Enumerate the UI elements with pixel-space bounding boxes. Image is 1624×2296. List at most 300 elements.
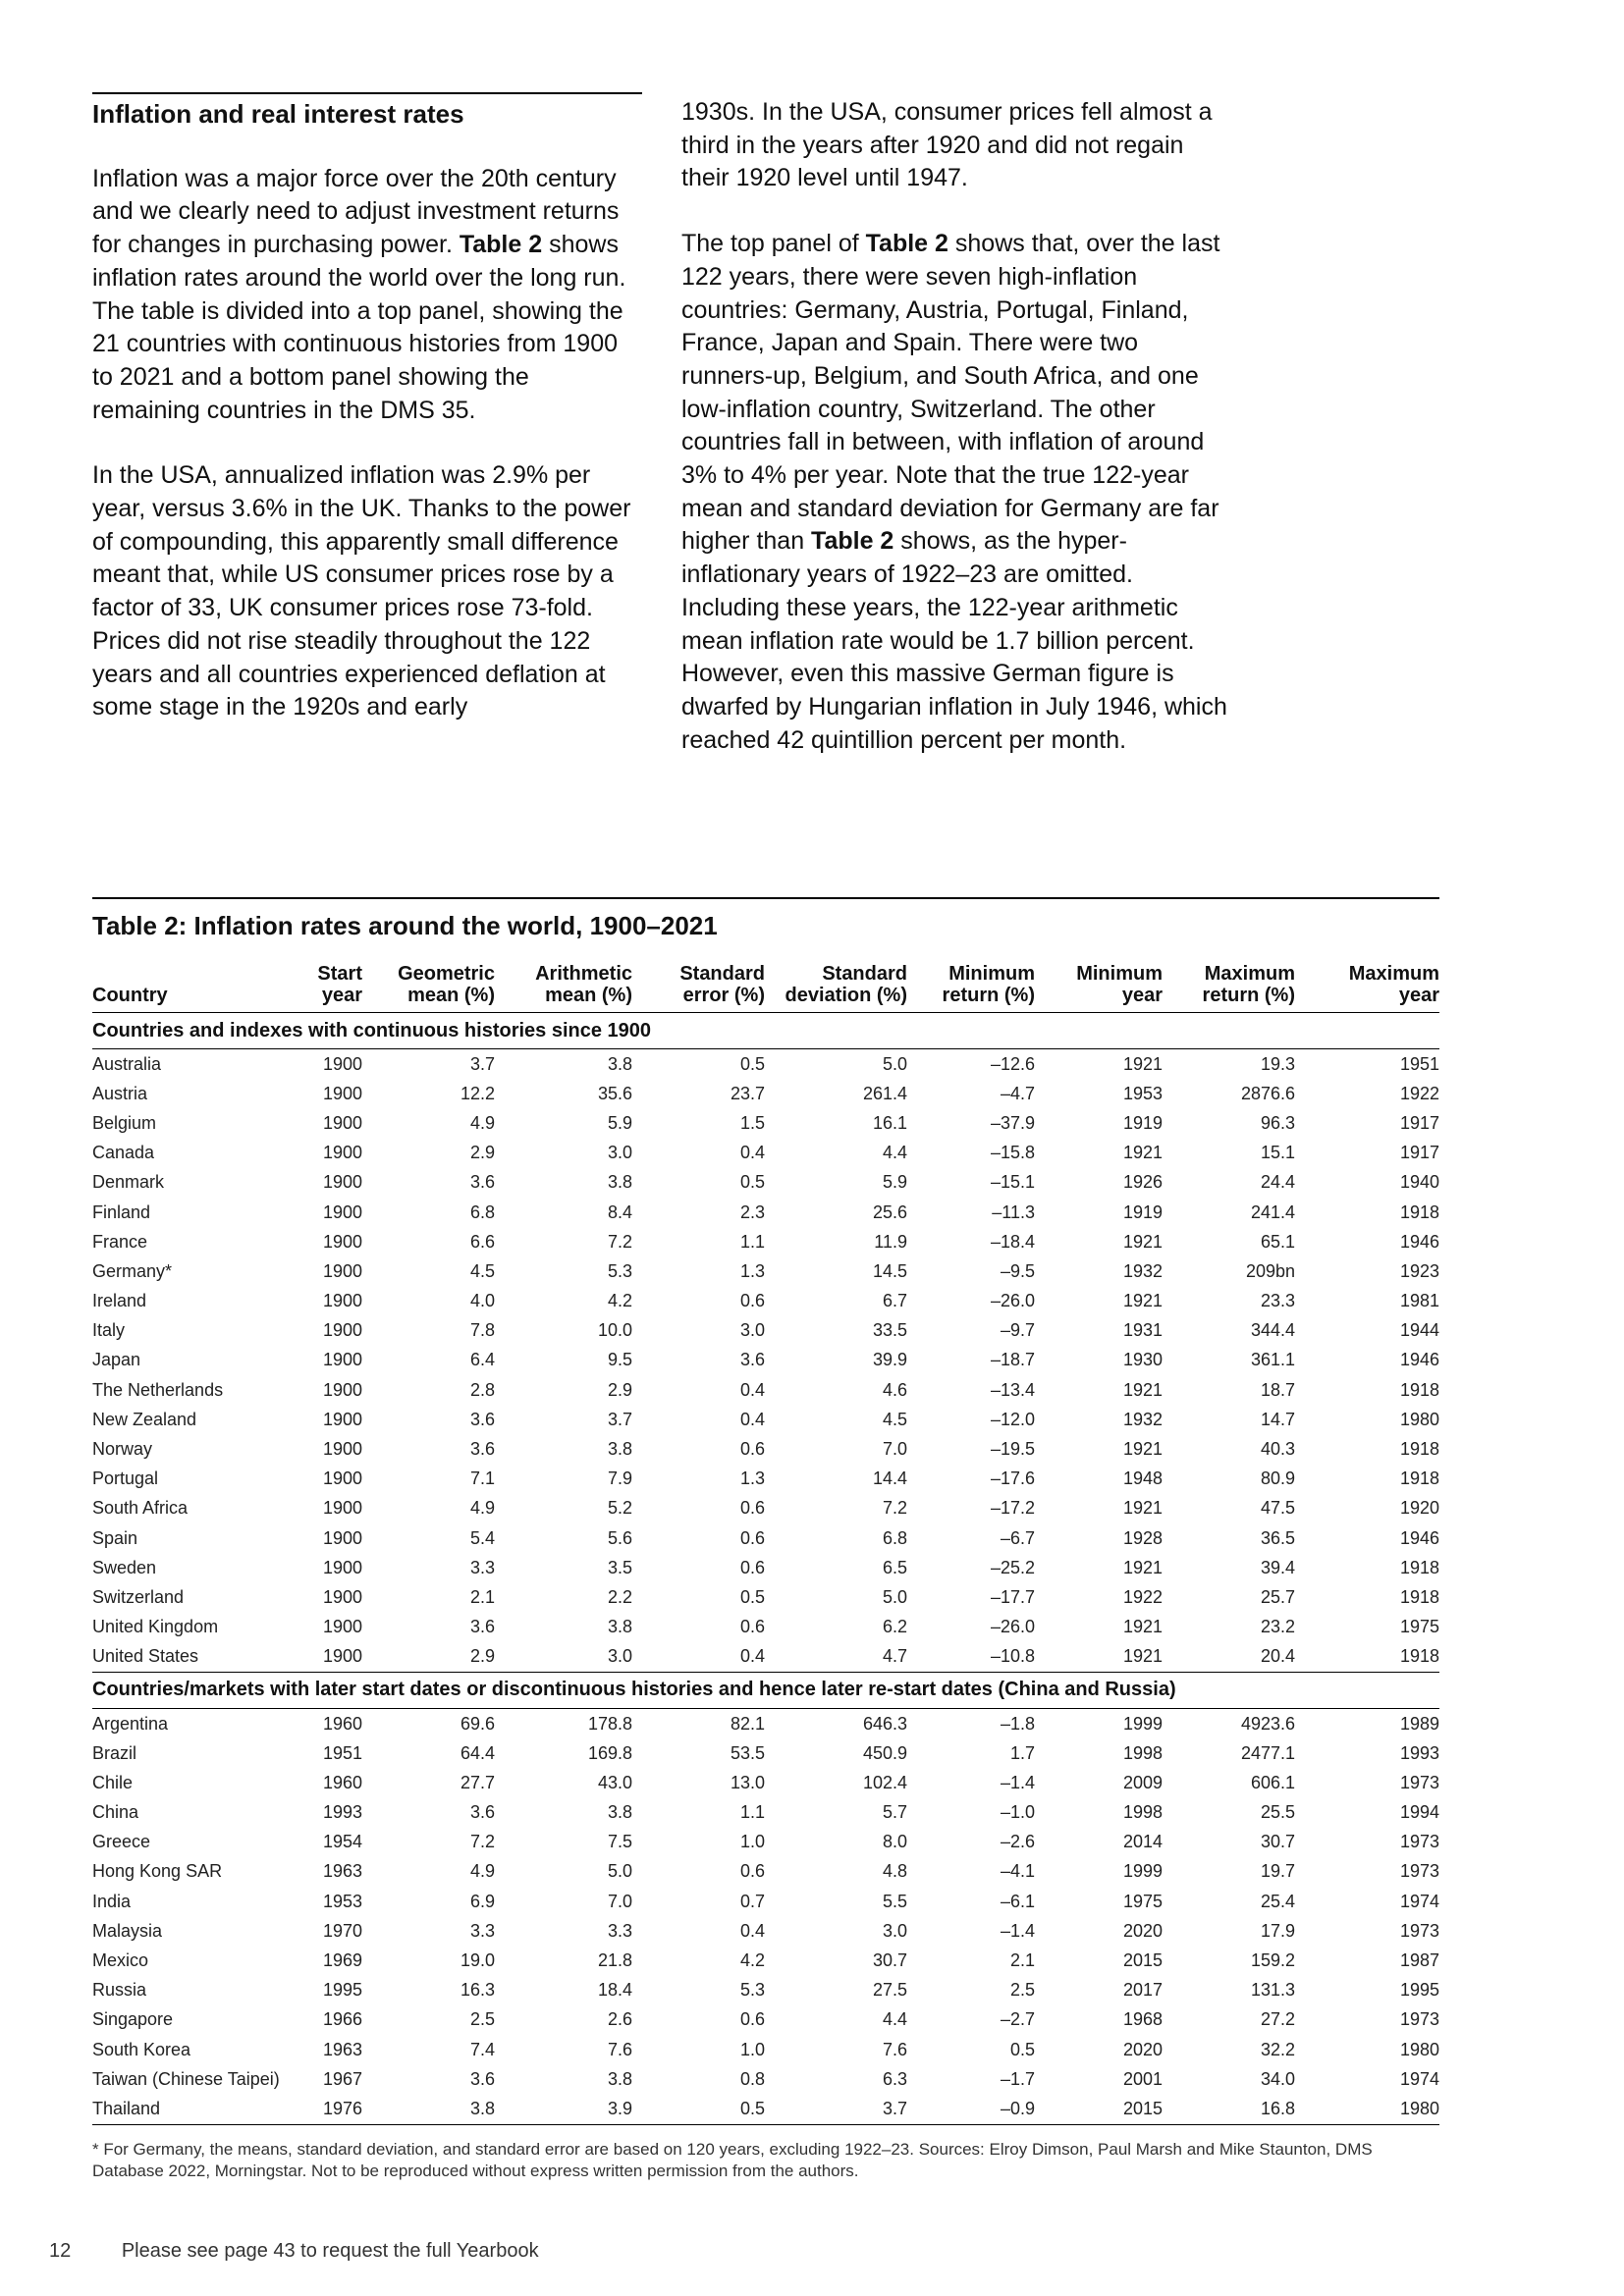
value-cell: 7.6	[607, 2039, 632, 2059]
column-header: Standard error (%)	[632, 963, 765, 1013]
value-cell: –12.6	[990, 1053, 1035, 1074]
value-cell: 8.4	[607, 1201, 632, 1222]
country-cell: Brazil	[92, 1742, 137, 1763]
value-cell: 2.9	[362, 1642, 495, 1673]
value-cell: –18.4	[990, 1231, 1035, 1252]
value-cell: 0.6	[739, 1557, 765, 1577]
table-row	[92, 1976, 1439, 2005]
value-cell: 1963	[322, 2039, 362, 2059]
value-cell: 1900	[322, 1260, 362, 1281]
value-cell: 4.0	[469, 1291, 495, 1311]
value-cell: 646.3	[862, 1713, 907, 1734]
value-cell: 0.7	[739, 1891, 765, 1911]
value-cell: 1921	[1122, 1617, 1163, 1637]
value-cell: 33.5	[872, 1320, 907, 1341]
value-cell: 102.4	[862, 1772, 907, 1792]
value-cell: 18.4	[597, 1980, 632, 2001]
value-cell: 1920	[1399, 1498, 1439, 1519]
value-cell: 13.0	[730, 1772, 765, 1792]
inflation-table	[92, 963, 1439, 2125]
value-cell: 23.3	[1260, 1291, 1295, 1311]
value-cell: 1995	[1399, 1980, 1439, 2001]
country-cell: Greece	[92, 1832, 151, 1852]
value-cell: 1948	[1122, 1468, 1163, 1489]
value-cell: –1.0	[1000, 1802, 1035, 1823]
value-cell: 1917	[1399, 1143, 1439, 1163]
value-cell: 39.4	[1260, 1557, 1295, 1577]
value-cell: 5.0	[882, 1586, 907, 1607]
value-cell: 11.9	[874, 1231, 907, 1252]
value-cell: 1900	[322, 1498, 362, 1519]
value-cell: 27.7	[460, 1772, 495, 1792]
value-cell: 0.5	[1009, 2039, 1035, 2059]
value-cell: 1969	[322, 1950, 362, 1971]
value-cell: 6.6	[469, 1231, 495, 1252]
value-cell: 1900	[322, 1468, 362, 1489]
value-cell: 53.5	[730, 1742, 765, 1763]
country-cell: Australia	[92, 1053, 162, 1074]
country-cell: Mexico	[92, 1950, 149, 1971]
value-cell: 9.5	[607, 1350, 632, 1370]
value-cell: –9.7	[1000, 1320, 1035, 1341]
value-cell: 4.7	[765, 1642, 907, 1673]
value-cell: 1918	[1399, 1201, 1439, 1222]
value-cell: 1973	[1399, 2009, 1439, 2030]
column-header: Standard deviation (%)	[765, 963, 907, 1013]
value-cell: –1.8	[1000, 1713, 1035, 1734]
value-cell: 25.6	[872, 1201, 907, 1222]
value-cell: 1900	[322, 1617, 362, 1637]
value-cell: 344.4	[1250, 1320, 1295, 1341]
value-cell: 15.1	[1260, 1143, 1295, 1163]
value-cell: 96.3	[1260, 1112, 1295, 1133]
country-cell: Spain	[92, 1527, 138, 1548]
value-cell: 7.0	[882, 1439, 907, 1460]
value-cell: 1926	[1122, 1172, 1163, 1193]
value-cell: 4.6	[882, 1379, 907, 1400]
value-cell: 1921	[1122, 1291, 1163, 1311]
table-reference: Table 2	[811, 527, 894, 556]
value-cell: 1998	[1122, 1742, 1163, 1763]
table-row	[92, 1553, 1439, 1582]
table-row	[92, 2064, 1439, 2094]
value-cell: 3.6	[469, 1439, 495, 1460]
section-title: Inflation and real interest rates	[92, 99, 464, 129]
value-cell: 1921	[1122, 1498, 1163, 1519]
value-cell: 1900	[322, 1201, 362, 1222]
value-cell: –19.5	[990, 1439, 1035, 1460]
value-cell: 3.3	[469, 1557, 495, 1577]
value-cell: 0.6	[739, 1527, 765, 1548]
value-cell: 25.4	[1260, 1891, 1295, 1911]
value-cell: 1918	[1399, 1379, 1439, 1400]
value-cell: 4.2	[739, 1950, 765, 1971]
table-row	[92, 1168, 1439, 1198]
value-cell: 1.1	[739, 1802, 765, 1823]
value-cell: 7.8	[469, 1320, 495, 1341]
page-footer	[49, 2240, 539, 2263]
country-cell: New Zealand	[92, 1409, 197, 1429]
value-cell: 3.6	[739, 1350, 765, 1370]
value-cell: 1918	[1399, 1586, 1439, 1607]
value-cell: 4.4	[882, 1143, 907, 1163]
value-cell: 1.5	[739, 1112, 765, 1133]
value-cell: 36.5	[1260, 1527, 1295, 1548]
value-cell: 1970	[322, 1920, 362, 1941]
value-cell: 3.0	[739, 1320, 765, 1341]
value-cell: 4.9	[469, 1112, 495, 1133]
inflation-table-section	[92, 897, 1439, 2182]
value-cell: 5.0	[607, 1861, 632, 1882]
value-cell: 1975	[1122, 1891, 1163, 1911]
value-cell: 1998	[1122, 1802, 1163, 1823]
value-cell: 2.9	[607, 1379, 632, 1400]
value-cell: 1973	[1399, 1861, 1439, 1882]
country-cell: Belgium	[92, 1112, 157, 1133]
value-cell: 0.6	[739, 1498, 765, 1519]
paragraph-text: shows, as the hyper-inflationary years of 1922–23 are omitted. Including these years, the 122-year arithmetic mean inflation rate would be 1.7 billion percent. However, even this massive German figure is dwarfed by Hungarian inflation in July 1946, which reached 42 quintillion percent per month.	[681, 527, 1227, 754]
country-cell: South Korea	[92, 2039, 191, 2059]
value-cell: 4.9	[469, 1861, 495, 1882]
value-cell: 0.6	[739, 2009, 765, 2030]
value-cell: 178.8	[587, 1713, 632, 1734]
value-cell: 2014	[1122, 1832, 1163, 1852]
table-row	[92, 1828, 1439, 1857]
value-cell: 4.4	[882, 2009, 907, 2030]
value-cell: 1900	[322, 1143, 362, 1163]
value-cell: 0.6	[739, 1617, 765, 1637]
value-cell: 1980	[1399, 2039, 1439, 2059]
country-cell: Germany*	[92, 1260, 173, 1281]
table-row	[92, 1887, 1439, 1916]
value-cell: –1.4	[1000, 1920, 1035, 1941]
table-row	[92, 1613, 1439, 1642]
value-cell: 3.7	[765, 2094, 907, 2124]
value-cell: 16.1	[872, 1112, 907, 1133]
value-cell: 12.2	[460, 1083, 495, 1103]
value-cell: 47.5	[1260, 1498, 1295, 1519]
value-cell: 19.0	[460, 1950, 495, 1971]
column-header: Maximum year	[1295, 963, 1439, 1013]
country-cell: Taiwan (Chinese Taipei)	[92, 2068, 280, 2089]
value-cell: 1918	[1399, 1439, 1439, 1460]
value-cell: 0.5	[739, 1053, 765, 1074]
table-row	[92, 2035, 1439, 2064]
value-cell: 1930	[1122, 1350, 1163, 1370]
right-paragraph-2	[681, 228, 1231, 757]
value-cell: 39.9	[872, 1350, 907, 1370]
value-cell: 14.5	[872, 1260, 907, 1281]
value-cell: 1921	[1122, 1143, 1163, 1163]
value-cell: –6.1	[1000, 1891, 1035, 1911]
table-footnote: * For Germany, the means, standard deviation, and standard error are based on 120 years, excluding 1922–23. Sources: Elroy Dimson, Paul Marsh and Mike Staunton, DMS Database 2022, Morningstar. Not to be reproduced without express written permission from the authors.	[92, 2139, 1373, 2180]
value-cell: –17.6	[990, 1468, 1035, 1489]
value-cell: 2017	[1122, 1980, 1163, 2001]
column-header: Start year	[294, 963, 362, 1013]
panel-heading: Countries/markets with later start dates or discontinuous histories and hence later re-start dates (China and Russia)	[92, 1672, 1439, 1708]
value-cell: 1.3	[739, 1260, 765, 1281]
country-cell: China	[92, 1802, 139, 1823]
value-cell: 30.7	[872, 1950, 907, 1971]
value-cell: 7.5	[607, 1832, 632, 1852]
value-cell: 1918	[1399, 1468, 1439, 1489]
footer-text: Please see page 43 to request the full Yearbook	[121, 2240, 539, 2262]
value-cell: 1921	[1122, 1557, 1163, 1577]
value-cell: 1921	[1035, 1642, 1163, 1673]
table-row	[92, 2005, 1439, 2035]
value-cell: 30.7	[1260, 1832, 1295, 1852]
value-cell: 1951	[322, 1742, 362, 1763]
value-cell: 1954	[322, 1832, 362, 1852]
country-cell: Norway	[92, 1439, 153, 1460]
value-cell: 0.4	[739, 1143, 765, 1163]
value-cell: 1973	[1399, 1832, 1439, 1852]
value-cell: 2.3	[739, 1201, 765, 1222]
value-cell: 241.4	[1250, 1201, 1295, 1222]
table-row	[92, 1465, 1439, 1494]
value-cell: 1921	[1122, 1053, 1163, 1074]
value-cell: 19.3	[1260, 1053, 1295, 1074]
value-cell: –2.6	[1000, 1832, 1035, 1852]
value-cell: 1900	[322, 1379, 362, 1400]
value-cell: 1919	[1122, 1112, 1163, 1133]
table-title: Table 2: Inflation rates around the world, 1900–2021	[92, 911, 718, 940]
value-cell: 1922	[1399, 1083, 1439, 1103]
table-reference: Table 2	[865, 230, 948, 258]
value-cell: 65.1	[1260, 1231, 1295, 1252]
country-cell: India	[92, 1891, 132, 1911]
value-cell: 4.8	[882, 1861, 907, 1882]
value-cell: 1968	[1122, 2009, 1163, 2030]
country-cell: The Netherlands	[92, 1379, 224, 1400]
value-cell: 1960	[322, 1713, 362, 1734]
value-cell: 6.2	[882, 1617, 907, 1637]
country-cell: Russia	[92, 1980, 147, 2001]
value-cell: 1928	[1122, 1527, 1163, 1548]
value-cell: 80.9	[1260, 1468, 1295, 1489]
country-cell: Canada	[92, 1143, 155, 1163]
value-cell: 7.1	[469, 1468, 495, 1489]
table-row	[92, 1316, 1439, 1346]
value-cell: 361.1	[1250, 1350, 1295, 1370]
value-cell: 43.0	[597, 1772, 632, 1792]
column-header: Country	[92, 963, 294, 1013]
table-row	[92, 1708, 1439, 1738]
value-cell: 1900	[322, 1527, 362, 1548]
value-cell: 2.5	[1009, 1980, 1035, 2001]
value-cell: 5.9	[607, 1112, 632, 1133]
value-cell: 25.5	[1260, 1802, 1295, 1823]
value-cell: 1921	[1122, 1379, 1163, 1400]
value-cell: 2.1	[469, 1586, 495, 1607]
value-cell: 5.3	[607, 1260, 632, 1281]
table-row	[92, 1798, 1439, 1828]
value-cell: 3.8	[607, 1053, 632, 1074]
value-cell: 1974	[1399, 2068, 1439, 2089]
value-cell: 1932	[1122, 1409, 1163, 1429]
country-cell: United States	[92, 1642, 294, 1673]
value-cell: 3.8	[607, 1802, 632, 1823]
table-header-row	[92, 963, 1439, 1013]
value-cell: 21.8	[597, 1950, 632, 1971]
value-cell: 2.1	[1009, 1950, 1035, 1971]
value-cell: 3.7	[607, 1409, 632, 1429]
country-cell: Singapore	[92, 2009, 174, 2030]
value-cell: 1923	[1399, 1260, 1439, 1281]
value-cell: –26.0	[990, 1291, 1035, 1311]
value-cell: 1981	[1399, 1291, 1439, 1311]
value-cell: –37.9	[990, 1112, 1035, 1133]
value-cell: 5.2	[607, 1498, 632, 1519]
country-cell: Portugal	[92, 1468, 159, 1489]
value-cell: 3.8	[607, 2068, 632, 2089]
value-cell: 1999	[1122, 1713, 1163, 1734]
value-cell: 3.6	[469, 1172, 495, 1193]
value-cell: 1960	[322, 1772, 362, 1792]
left-paragraph-1	[92, 163, 642, 428]
value-cell: 1900	[322, 1439, 362, 1460]
value-cell: 3.5	[607, 1557, 632, 1577]
right-column	[681, 96, 1231, 789]
value-cell: 20.4	[1163, 1642, 1295, 1673]
value-cell: 1922	[1122, 1586, 1163, 1607]
value-cell: 25.7	[1260, 1586, 1295, 1607]
table-row	[92, 1108, 1439, 1138]
country-cell: Argentina	[92, 1713, 169, 1734]
table-row	[92, 1287, 1439, 1316]
value-cell: 5.0	[882, 1053, 907, 1074]
value-cell: 27.5	[872, 1980, 907, 2001]
value-cell: 2876.6	[1240, 1083, 1295, 1103]
value-cell: 261.4	[862, 1083, 907, 1103]
value-cell: 0.4	[739, 1379, 765, 1400]
value-cell: 0.8	[739, 2068, 765, 2089]
value-cell: 1993	[1399, 1742, 1439, 1763]
value-cell: 23.7	[730, 1083, 765, 1103]
value-cell: 6.8	[882, 1527, 907, 1548]
value-cell: 2020	[1122, 2039, 1163, 2059]
value-cell: 18.7	[1260, 1379, 1295, 1400]
value-cell: 4923.6	[1240, 1713, 1295, 1734]
table-row	[92, 1916, 1439, 1946]
value-cell: 69.6	[460, 1713, 495, 1734]
table-row	[92, 1346, 1439, 1375]
country-cell: Italy	[92, 1320, 126, 1341]
country-cell: Ireland	[92, 1291, 147, 1311]
value-cell: –18.7	[990, 1350, 1035, 1370]
value-cell: 1973	[1399, 1772, 1439, 1792]
value-cell: 1900	[322, 1291, 362, 1311]
country-cell: United Kingdom	[92, 1617, 219, 1637]
value-cell: 5.7	[882, 1802, 907, 1823]
value-cell: 3.3	[469, 1920, 495, 1941]
value-cell: 1963	[322, 1861, 362, 1882]
value-cell: 1932	[1122, 1260, 1163, 1281]
value-cell: 27.2	[1260, 2009, 1295, 2030]
value-cell: 1973	[1399, 1920, 1439, 1941]
value-cell: 7.2	[607, 1231, 632, 1252]
value-cell: 1953	[1122, 1083, 1163, 1103]
value-cell: 450.9	[862, 1742, 907, 1763]
value-cell: 2.8	[469, 1379, 495, 1400]
value-cell: 2015	[1035, 2094, 1163, 2124]
value-cell: 1967	[322, 2068, 362, 2089]
value-cell: 16.3	[460, 1980, 495, 2001]
value-cell: –0.9	[907, 2094, 1035, 2124]
value-cell: 3.8	[607, 1172, 632, 1193]
value-cell: 5.4	[469, 1527, 495, 1548]
value-cell: 1946	[1399, 1527, 1439, 1548]
panel-heading-row	[92, 1013, 1439, 1049]
value-cell: 1.0	[739, 2039, 765, 2059]
value-cell: 16.8	[1163, 2094, 1295, 2124]
country-cell: Sweden	[92, 1557, 157, 1577]
value-cell: 2001	[1122, 2068, 1163, 2089]
country-cell: Austria	[92, 1083, 148, 1103]
paragraph-text: Inflation was a major force over the 20th century and we clearly need to adjust investment returns for changes in purchasing power.	[92, 164, 620, 259]
value-cell: 6.5	[882, 1557, 907, 1577]
value-cell: 1900	[322, 1172, 362, 1193]
value-cell: 3.0	[882, 1920, 907, 1941]
value-cell: –15.1	[990, 1172, 1035, 1193]
value-cell: 1.1	[739, 1231, 765, 1252]
value-cell: 2.9	[469, 1143, 495, 1163]
value-cell: –6.7	[1000, 1527, 1035, 1548]
paragraph-text: The top panel of	[681, 230, 866, 258]
table-row	[92, 1768, 1439, 1797]
value-cell: –4.1	[1000, 1861, 1035, 1882]
table-row	[92, 1049, 1439, 1080]
country-cell: France	[92, 1231, 148, 1252]
value-cell: 1921	[1122, 1231, 1163, 1252]
value-cell: 3.6	[469, 2068, 495, 2089]
value-cell: 1951	[1399, 1053, 1439, 1074]
value-cell: 14.4	[872, 1468, 907, 1489]
value-cell: –4.7	[1000, 1083, 1035, 1103]
value-cell: –2.7	[1000, 2009, 1035, 2030]
table-body	[92, 1013, 1439, 2125]
value-cell: 0.4	[739, 1920, 765, 1941]
value-cell: 0.5	[739, 1586, 765, 1607]
left-column	[92, 92, 642, 757]
value-cell: 3.0	[607, 1143, 632, 1163]
value-cell: 1900	[322, 1053, 362, 1074]
value-cell: 606.1	[1250, 1772, 1295, 1792]
table-row	[92, 1738, 1439, 1768]
value-cell: 1976	[294, 2094, 362, 2124]
value-cell: 5.9	[882, 1172, 907, 1193]
value-cell: 3.7	[469, 1053, 495, 1074]
value-cell: 1940	[1399, 1172, 1439, 1193]
column-header: Minimum year	[1035, 963, 1163, 1013]
value-cell: 3.0	[495, 1642, 632, 1673]
table-row	[92, 1375, 1439, 1405]
value-cell: 2009	[1122, 1772, 1163, 1792]
value-cell: –12.0	[990, 1409, 1035, 1429]
value-cell: 14.7	[1260, 1409, 1295, 1429]
value-cell: 1900	[322, 1586, 362, 1607]
value-cell: 3.6	[469, 1617, 495, 1637]
value-cell: 5.3	[739, 1980, 765, 2001]
value-cell: 1.7	[1009, 1742, 1035, 1763]
country-cell: Japan	[92, 1350, 141, 1370]
table-row	[92, 1582, 1439, 1612]
value-cell: 1974	[1399, 1891, 1439, 1911]
left-paragraph-2	[92, 459, 642, 724]
value-cell: 1931	[1122, 1320, 1163, 1341]
country-cell: Malaysia	[92, 1920, 163, 1941]
table-row	[92, 1642, 1439, 1673]
